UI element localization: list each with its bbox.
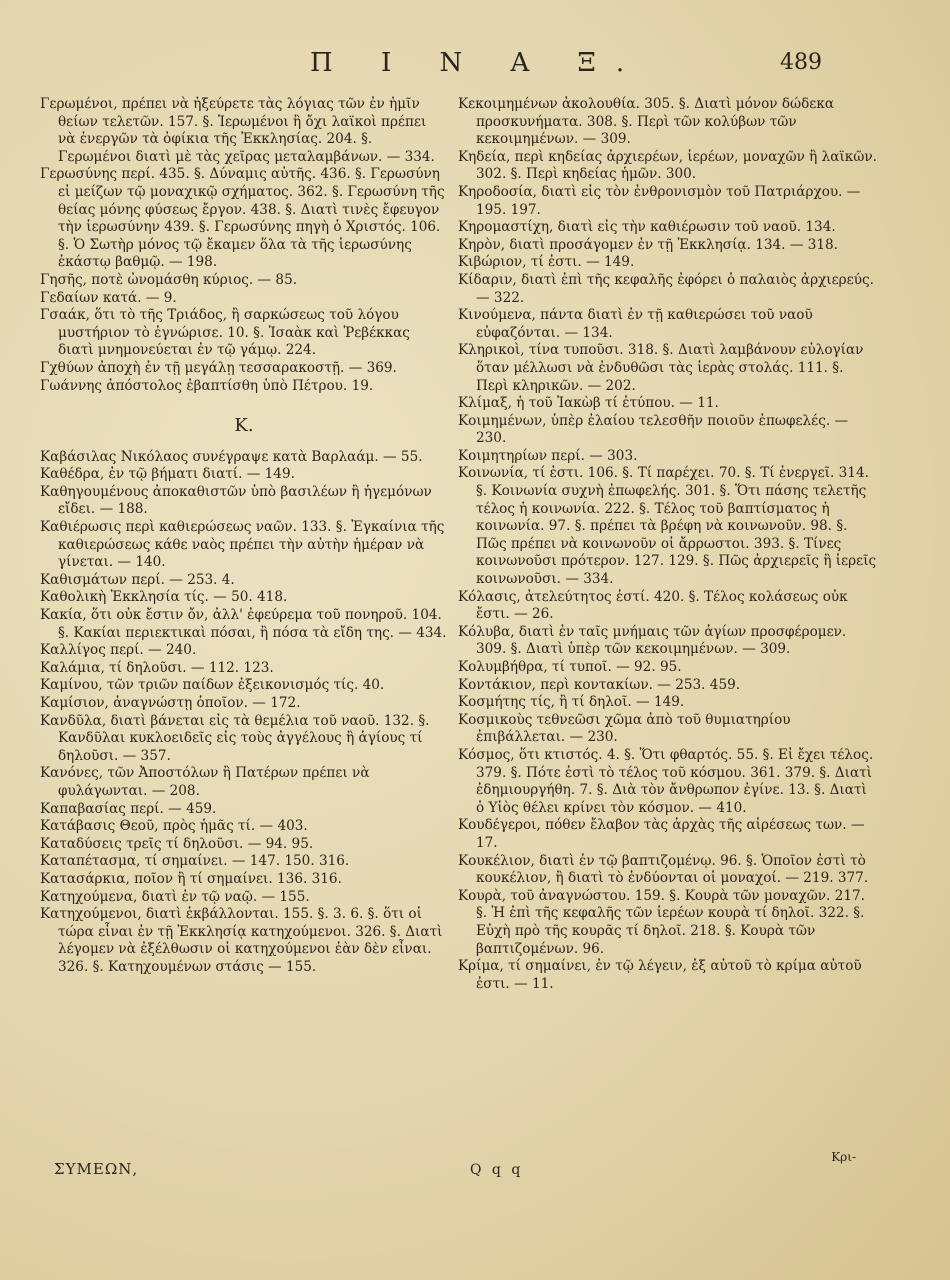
index-entry: Κοινωνία, τί ἐστι. 106. §. Τί παρέχει. 70. §. Τί ἐνεργεῖ. 314. §. Κοινωνία συχνὴ ἐπωφελής. 301. §. Ὅτι πάσης τελετῆς τέλος ἡ κοινωνία. 222. §. Τέλος τοῦ βαπτίσματος ἡ κοινωνία. 97. §. πρέπει τὰ βρέφη νὰ κοινωνοῦν. 98. §. Πῶς πρέπει νὰ κοινωνοῦν οἱ ἄρρωστοι. 393. §. Τίνες κοινωνοῦσι πρότερον. 127. 129. §. Πῶς ἀρχιερεῖς ἢ ἱερεῖς κοινωνοῦσι. — 334. [458,465,877,588]
signature-mark: Q q q [470,1162,524,1178]
index-entry: Κανόνες, τῶν Ἀποστόλων ἢ Πατέρων πρέπει νὰ φυλάγωνται. — 208. [40,765,370,799]
index-entry: Κόλυβα, διατὶ ἐν ταῖς μνήμαις τῶν ἁγίων προσφέρομεν. 309. §. Διατὶ ὑπὲρ τῶν κεκοιμημένων. — 309. [458,623,847,658]
index-entry: Καθηγουμένους ἀποκαθιστῶν ὑπὸ βασιλέων ἢ ἡγεμόνων εἴδει. — 188. [40,483,432,518]
index-entry: Γερωσύνης περί. 435. §. Δύναμις αὐτῆς. 436. §. Γερωσύνη εἰ μείζων τῷ μοναχικῷ σχήματος. 362. §. Γερωσύνη τῆς θείας μόνης φύσεως ἔργον. 438. §. Διατὶ τινὲς ἔφευγον τὴν ἱερωσύνην 439. §. Γερωσύνης πηγὴ ὁ Χριστός. 106. §. Ὁ Σωτὴρ μόνος τῷ ἔκαμεν ὅλα τὰ τῆς ἱερωσύνης ἑκάστῳ βαθμῷ. — 198. [40,166,445,271]
index-entry: Γεδαίων κατά. — 9. [40,289,177,306]
index-entry: Καλλίγος περί. — 240. [40,642,197,659]
index-entry: Κατάβασις Θεοῦ, πρὸς ἡμᾶς τί. — 403. [40,818,308,835]
index-entry: Κόσμος, ὅτι κτιστός. 4. §. Ὅτι φθαρτός. 55. §. Εἰ ἔχει τέλος. 379. §. Πότε ἐστὶ τὸ τέλος τοῦ κόσμου. 361. 379. §. Διατὶ ἐδημιουργήθη. 7. §. Διὰ τὸν ἄνθρωπον ἐγίνε. 13. §. Διατὶ ὁ Υἱὸς θέλει κρίνει τὸν κόσμον. — 410. [458,746,874,816]
index-entry: Κακία, ὅτι οὐκ ἔστιν ὄν, ἀλλ' ἐφεύρεμα τοῦ πονηροῦ. 104. §. Κακίαι περιεκτικαὶ πόσαι, ἢ πόσα τὰ εἴδη της. — 434. [40,607,447,641]
index-entry: Κηρομαστίχη, διατὶ εἰς τὴν καθιέρωσιν τοῦ ναοῦ. 134. [458,219,836,236]
index-entry: Γησῆς, ποτὲ ὠνομάσθη κύριος. — 85. [40,271,298,288]
index-entry: Καθέδρα, ἐν τῷ βήματι διατί. — 149. [40,466,295,483]
page-header [0,48,950,88]
index-entry: Καθιέρωσις περὶ καθιερώσεως ναῶν. 133. §. Ἐγκαίνια τῆς καθιερώσεως κάθε ναὸς πρέπει τὴν αὐτὴν ἡμέραν νὰ γίνεται. — 140. [40,519,445,571]
index-entry: Κηρὸν, διατὶ προσάγομεν ἐν τῇ Ἐκκλησίᾳ. 134. — 318. [458,236,839,253]
index-entry: Κοντάκιον, περὶ κοντακίων. — 253. 459. [458,676,741,693]
index-entry: Καβάσιλας Νικόλαος συνέγραψε κατὰ Βαρλαάμ. — 55. [40,448,423,465]
index-entry: Καταδύσεις τρεῖς τί δηλοῦσι. — 94. 95. [40,835,314,852]
index-entry: Καμίνου, τῶν τριῶν παίδων ἐξεικονισμός τίς. 40. [40,677,385,694]
index-entry: Κουρὰ, τοῦ ἀναγνώστου. 159. §. Κουρὰ τῶν μοναχῶν. 217. §. Ἡ ἐπὶ τῆς κεφαλῆς τῶν ἱερέων κουρὰ τί δηλοῖ. 322. §. Εὐχὴ πρὸ τῆς κουρᾶς τί δηλοῖ. 218. §. Κουρὰ τῶν βαπτιζομένων. 96. [458,887,865,957]
page-number: 489 [780,50,822,75]
index-entry: Κατασάρκια, ποῖον ἢ τί σημαίνει. 136. 316. [40,870,342,887]
index-entry: Γερωμένοι, πρέπει νὰ ἠξεύρετε τὰς λόγιας τῶν ἐν ἡμῖν θείων τελετῶν. 157. §. Ἱερωμένοι ἢ ὄχι λαϊκοὶ πρέπει νὰ ἐνεργῶν τὰ ὀφίκια τῆς Ἐκκλησίας. 204. §. Γερωμένοι διατὶ μὲ τὰς χεῖρας μεταλαμβάνων. — 334. [40,96,435,165]
index-entry: Κρίμα, τί σημαίνει, ἐν τῷ λέγειν, ἐξ αὐτοῦ τὸ κρίμα αὐτοῦ ἐστι. — 11. [458,958,862,992]
index-entry: Κεκοιμημένων ἀκολουθία. 305. §. Διατὶ μόνον δώδεκα προσκυνήματα. 308. §. Περὶ τῶν κολύβων τῶν κεκοιμημένων. — 309. [458,96,835,148]
index-entry: Κοσμήτης τίς, ἢ τί δηλοῖ. — 149. [458,694,685,711]
index-entry: Καλάμια, τί δηλοῦσι. — 112. 123. [40,659,274,676]
section-letter: Κ. [234,415,254,437]
catchword-left: ΣΥΜΕΩΝ, [54,1160,139,1178]
index-entry: Καθισμάτων περί. — 253. 4. [40,571,235,588]
index-entry: Καμίσιον, ἀναγνώστῃ ὁποῖον. — 172. [40,695,301,711]
index-entry: Κληρικοὶ, τίνα τυποῦσι. 318. §. Διατὶ λαμβάνουν εὐλογίαν ὅταν μέλλωσι νὰ ἐνδυθῶσι τὰς ἱερὰς στολάς. 111. §. Περὶ κληρικῶν. — 202. [458,342,864,394]
index-entry: Κλίμαξ, ἡ τοῦ Ἰακὼβ τί ἐτύπου. — 11. [458,395,719,412]
index-entry: Κουδέγεροι, πόθεν ἔλαβον τὰς ἀρχὰς τῆς αἱρέσεως των. — 17. [458,817,865,851]
index-entry: Καταπέτασμα, τί σημαίνει. — 147. 150. 316. [40,853,350,870]
right-column [458,96,878,993]
index-entry: Κοιμημένων, ὑπὲρ ἐλαίου τελεσθῆν ποιοῦν ἐπωφελές. — 230. [458,412,849,447]
index-entry: Γωάννης ἀπόστολος ἐβαπτίσθη ὑπὸ Πέτρου. 19. [40,377,374,394]
index-entry: Καπαβασίας περί. — 459. [40,800,217,817]
index-entry: Κοσμικοὺς τεθνεῶσι χῶμα ἀπὸ τοῦ θυμιατηρίου ἐπιβάλλεται. — 230. [458,711,791,746]
catchword-right: Κρι- [831,1150,856,1164]
index-entry: Κοιμητηρίων περί. — 303. [458,447,638,464]
index-entry: Κηδεία, περὶ κηδείας ἀρχιερέων, ἱερέων, μοναχῶν ἢ λαϊκῶν. 302. §. Περὶ κηδείας ἡμῶν. 300. [458,148,877,183]
index-entry: Καθολικὴ Ἐκκλησία τίς. — 50. 418. [40,589,288,606]
index-entry: Κηροδοσία, διατὶ εἰς τὸν ἐνθρονισμὸν τοῦ Πατριάρχου. — 195. 197. [458,183,861,218]
index-entry: Κιβώριον, τί ἐστι. — 149. [458,254,635,271]
index-entry: Κόλασις, ἀτελεύτητος ἐστί. 420. §. Τέλος κολάσεως οὐκ ἔστι. — 26. [458,588,848,623]
page-title: Π Ι Ν Α Ξ. [310,48,645,78]
index-entry: Κολυμβήθρα, τί τυποῖ. — 92. 95. [458,659,682,675]
index-entry: Γχθύων ἀποχὴ ἐν τῇ μεγάλῃ τεσσαρακοστῇ. — 369. [40,359,397,376]
index-entry: Κατηχούμενοι, διατὶ ἐκβάλλονται. 155. §. 3. 6. §. ὅτι οἱ τώρα εἶναι ἐν τῇ Ἐκκλησίᾳ κατηχούμενοι. 326. §. Διατὶ λέγομεν νὰ ἐξέλθωσιν οἱ κατηχούμενοι ἐὰν δὲν εἶναι. 326. §. Κατηχουμένων στάσις — 155. [40,906,443,975]
index-entry: Κίδαριν, διατὶ ἐπὶ τῆς κεφαλῆς ἐφόρει ὁ παλαιὸς ἀρχιερεύς. — 322. [458,271,874,306]
index-entry: Κατηχούμενα, διατὶ ἐν τῷ ναῷ. — 155. [40,888,310,905]
index-entry: Κινούμενα, πάντα διατὶ ἐν τῇ καθιερώσει τοῦ ναοῦ εὐφαζόνται. — 134. [458,307,813,341]
index-entry: Γσαάκ, ὅτι τὸ τῆς Τριάδος, ἢ σαρκώσεως τοῦ λόγου μυστήριον τὸ ἐγνώρισε. 10. §. Ἰσαὰκ καὶ Ῥεβέκκας διατὶ μνημονεύεται ἐν τῷ γάμῳ. 224. [40,307,410,359]
index-entry: Κουκέλιον, διατὶ ἐν τῷ βαπτιζομένῳ. 96. §. Ὁποῖον ἐστὶ τὸ κουκέλιον, ἢ διατὶ τὸ ἐνδύονται οἱ μοναχοί. — 219. 377. [458,852,869,887]
left-column [40,96,448,977]
index-entry: Κανδῦλα, διατὶ βάνεται εἰς τὰ θεμέλια τοῦ ναοῦ. 132. §. Κανδῦλαι κυκλοειδεῖς εἰς τοὺς ἀγγέλους ἢ ἁγίους τί δηλοῦσι. — 357. [40,712,430,764]
